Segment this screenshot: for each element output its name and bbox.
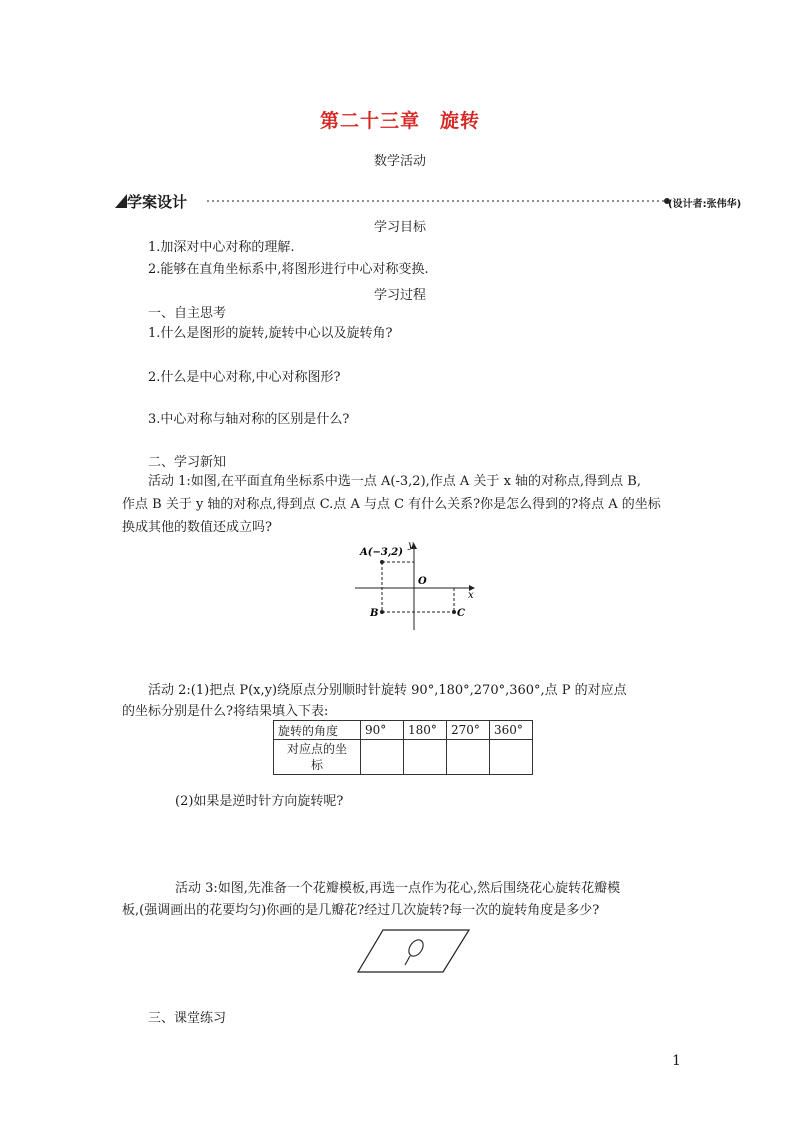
activity1-text: 活动 1:如图,在平面直角坐标系中选一点 A(-3,2),作点 A 关于 x 轴的对称点,得到点 B, [148, 474, 641, 489]
activity2-text: 的坐标分别是什么?将结果填入下表: [122, 704, 329, 719]
lesson-subtitle: 数学活动 [373, 154, 426, 169]
table-angle-cell: 180° [404, 721, 447, 740]
table-angle-cell: 270° [447, 721, 490, 740]
section3-heading: 三、课堂练习 [148, 1011, 227, 1026]
table-angle-cell: 360° [490, 721, 533, 740]
question-item: 3.中心对称与轴对称的区别是什么? [148, 412, 350, 427]
point-c [452, 610, 456, 614]
label-x-axis: x [468, 590, 474, 601]
activity2-text: 活动 2:(1)把点 P(x,y)绕原点分别顺时针旋转 90°,180°,270°,360°,点 P 的对应点 [148, 683, 627, 698]
label-origin: O [418, 576, 427, 587]
table-header-label: 旋转的角度 [274, 721, 361, 740]
process-heading: 学习过程 [373, 288, 426, 303]
point-a [380, 560, 384, 564]
activity2-part2: (2)如果是逆时针方向旋转呢? [175, 794, 344, 809]
goal-item: 2.能够在直角坐标系中,将图形进行中心对称变换. [148, 262, 429, 277]
table-answer-cell [490, 740, 533, 775]
table-answer-cell [447, 740, 490, 775]
label-c: C [457, 608, 465, 619]
coordinate-figure [350, 538, 490, 634]
activity3-text: 板,(强调画出的花要均匀)你画的是几瓣花?经过几次旋转?每一次的旋转角度是多少? [122, 903, 600, 918]
table-answer-cell [404, 740, 447, 775]
banner-label: 学案设计 [127, 193, 188, 211]
table-row2-label-line1: 对应点的坐 [286, 742, 347, 756]
question-item: 2.什么是中心对称,中心对称图形? [148, 370, 341, 385]
label-a: A(−3,2) [360, 547, 403, 558]
table-row [274, 721, 533, 740]
petal-stem [405, 956, 410, 965]
label-y-axis: y [408, 540, 414, 551]
chapter-title: 第二十三章 旋转 [319, 110, 480, 132]
section1-heading: 一、自主思考 [148, 306, 227, 321]
activity1-text: 换成其他的数值还成立吗? [122, 520, 272, 535]
banner-triangle-icon [115, 194, 127, 208]
rotation-table [273, 720, 533, 775]
petal-icon [406, 937, 426, 959]
label-b: B [370, 608, 379, 619]
table-row2-label-line2: 标 [310, 758, 323, 772]
petal-template-figure [355, 925, 475, 977]
activity3-text: 活动 3:如图,先准备一个花瓣模板,再选一点作为花心,然后围绕花心旋转花瓣模 [175, 881, 621, 896]
goals-heading: 学习目标 [373, 220, 426, 235]
section2-heading: 二、学习新知 [148, 455, 227, 470]
table-row2-label [274, 740, 361, 775]
designer-credit: (设计者:张伟华) [668, 199, 742, 210]
point-b [380, 610, 384, 614]
banner-decoration [115, 188, 675, 212]
page-number: 1 [672, 1053, 681, 1069]
activity1-text: 作点 B 关于 y 轴的对称点,得到点 C.点 A 与点 C 有什么关系?你是怎么得到的?将点 A 的坐标 [122, 497, 661, 512]
question-item: 1.什么是图形的旋转,旋转中心以及旋转角? [148, 326, 393, 341]
goal-item: 1.加深对中心对称的理解. [148, 240, 295, 255]
parallelogram-outline [358, 930, 469, 972]
table-angle-cell: 90° [361, 721, 404, 740]
table-answer-cell [361, 740, 404, 775]
table-row [274, 740, 533, 775]
